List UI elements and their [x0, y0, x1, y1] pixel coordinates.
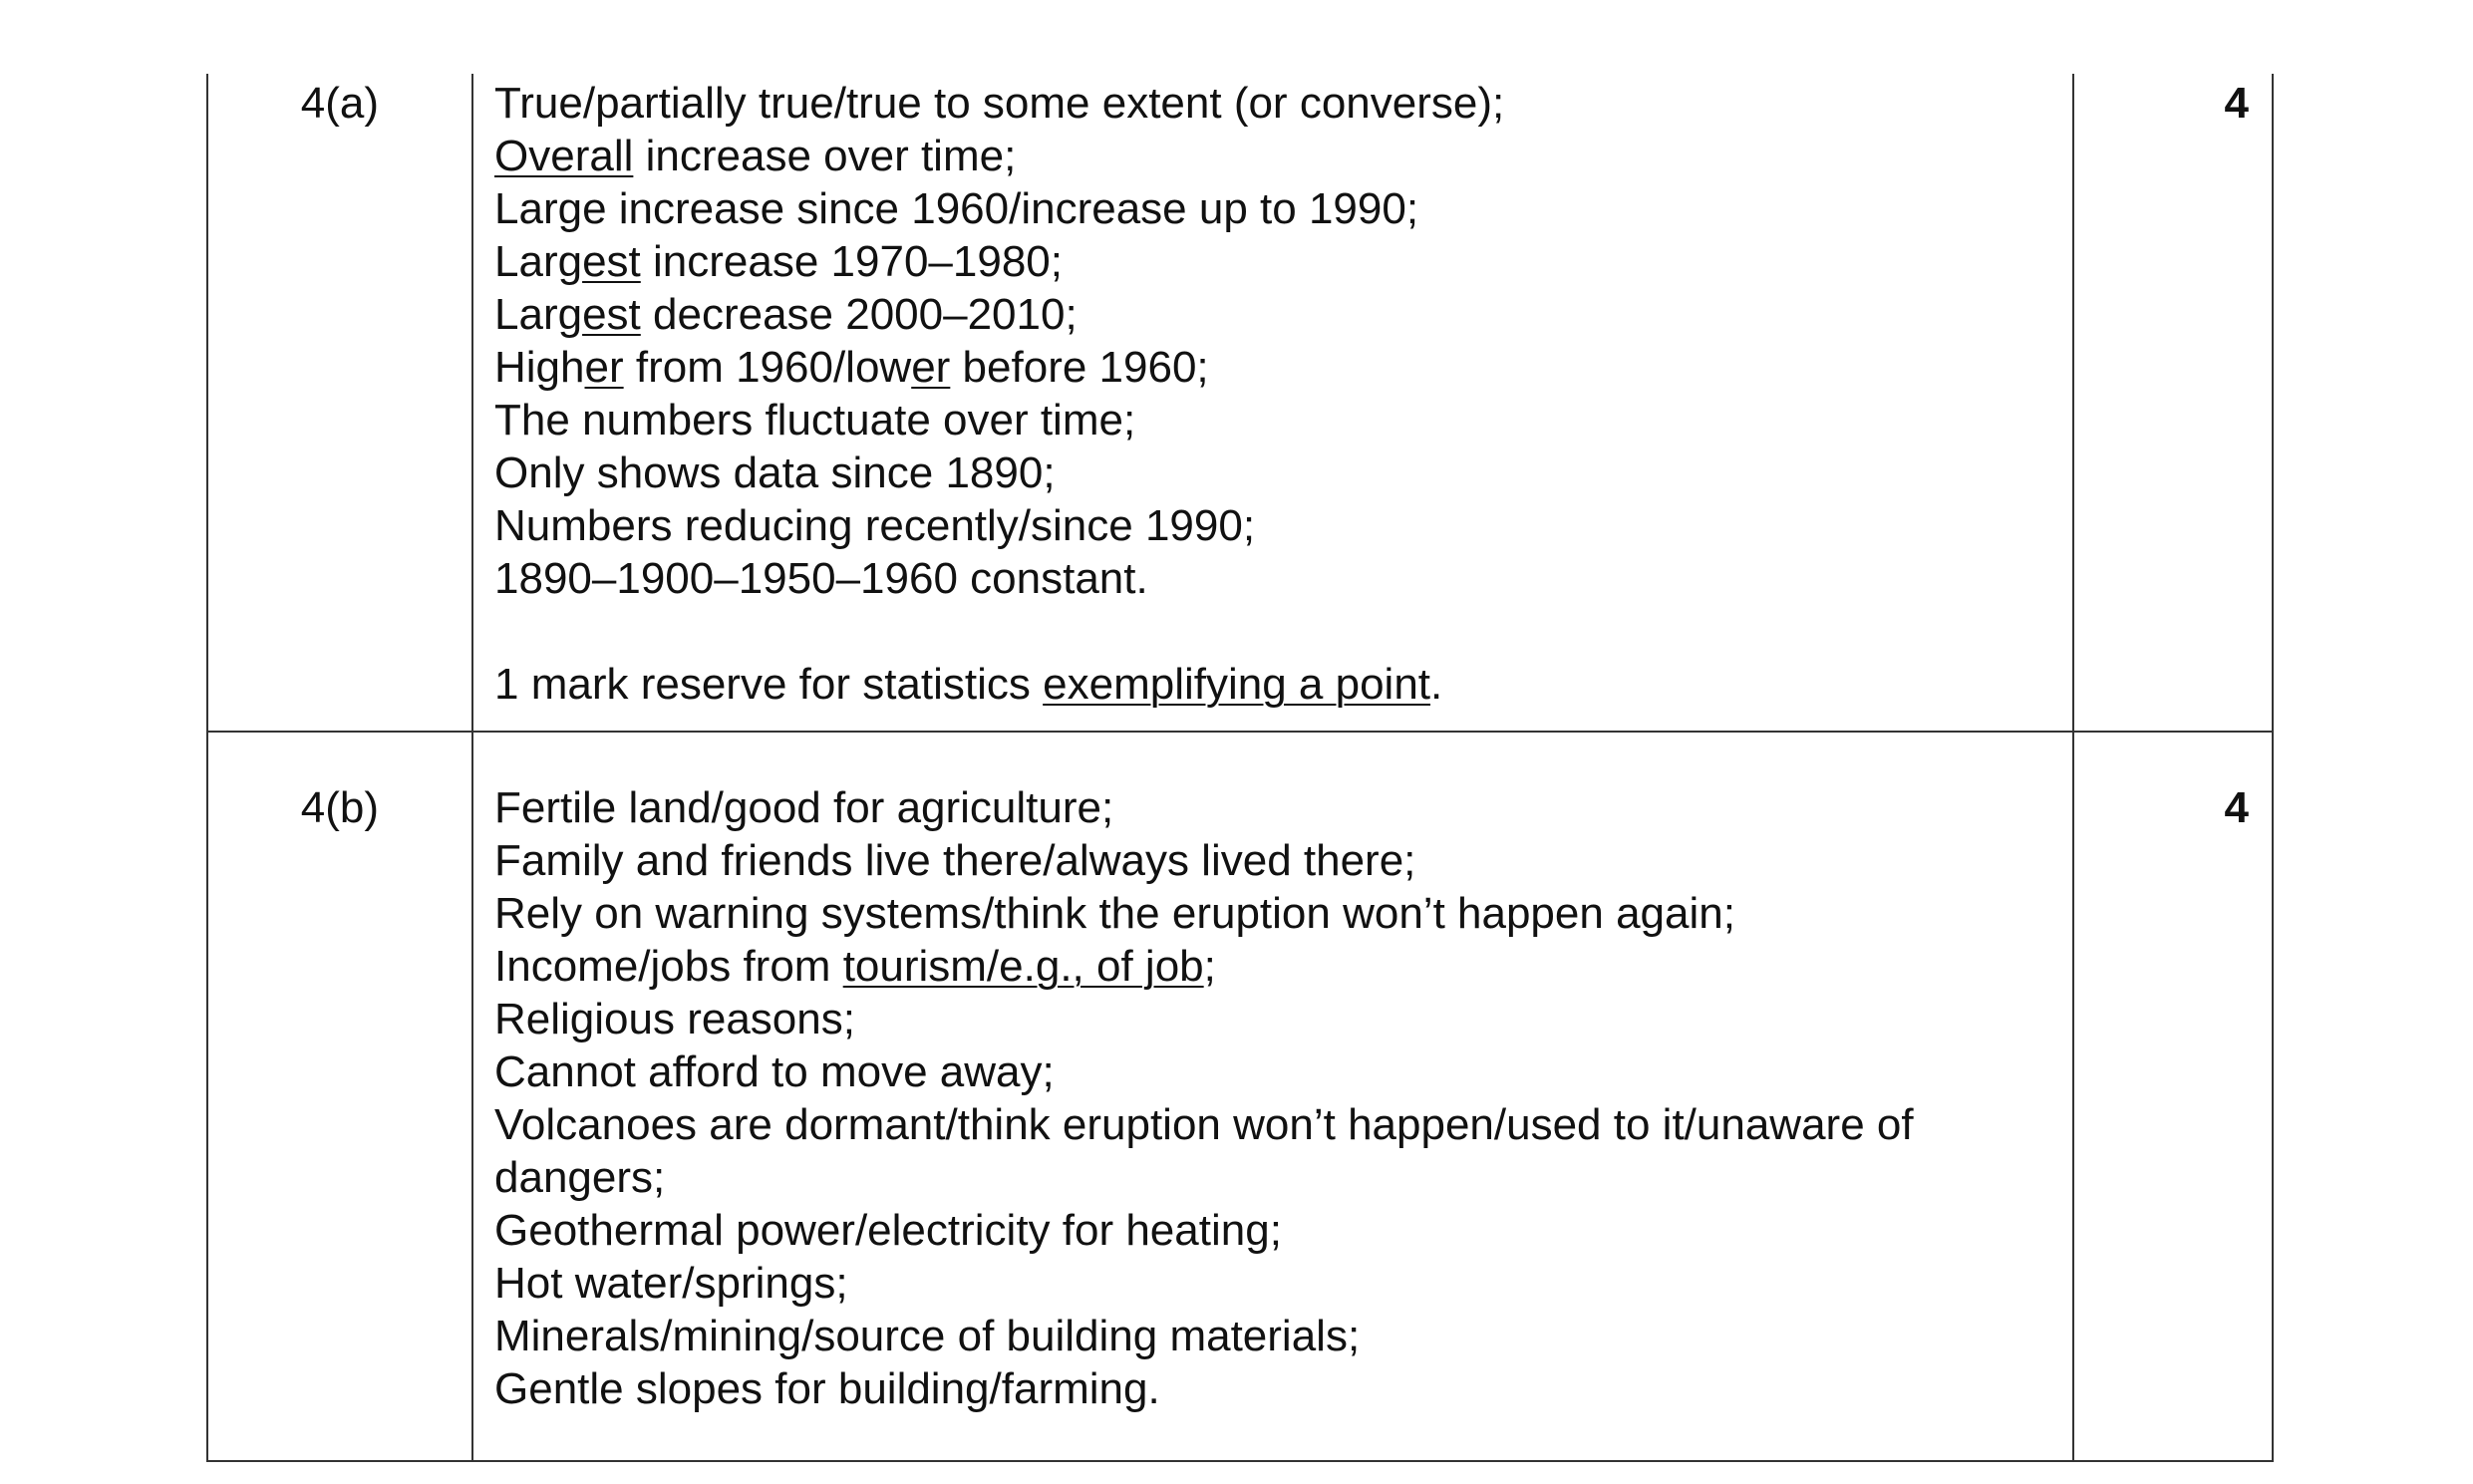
underlined-text: exemplifying a point	[1043, 660, 1431, 709]
answer-text: Family and friends live there/always lived there;	[494, 836, 1416, 885]
answer-line	[494, 1257, 2072, 1310]
answer-text: Hot water/springs;	[494, 1259, 848, 1308]
answer-line	[494, 1151, 2072, 1204]
answer-text: Fertile land/good for agriculture;	[494, 783, 1114, 832]
answer-text: Minerals/mining/source of building materials;	[494, 1312, 1361, 1360]
answer-text: Larg	[494, 290, 583, 339]
answer-text: Religious reasons;	[494, 995, 855, 1043]
answer-line	[494, 182, 2072, 235]
answer-line	[494, 341, 2072, 394]
answer-line	[494, 887, 2072, 940]
answer-text: Gentle slopes for building/farming.	[494, 1364, 1160, 1413]
question-number: 4(a)	[207, 74, 472, 732]
answer-cell	[472, 732, 2073, 1461]
answer-text: increase 1970–1980;	[640, 237, 1064, 286]
answer-text: Numbers reducing recently/since 1990;	[494, 501, 1256, 550]
answer-text: .	[1430, 660, 1443, 709]
answer-line	[494, 77, 2072, 130]
underlined-text: er	[584, 343, 624, 392]
marks-cell: 4	[2073, 732, 2273, 1461]
answer-line	[494, 940, 2072, 993]
answer-text: Larg	[494, 237, 583, 286]
answer-line	[494, 834, 2072, 887]
answer-cell	[472, 74, 2073, 732]
answer-line	[494, 235, 2072, 288]
answer-text: Geothermal power/electricity for heating;	[494, 1206, 1282, 1255]
underlined-text: est	[582, 237, 641, 286]
answer-line	[494, 1204, 2072, 1257]
answer-text: Income/jobs from	[494, 942, 843, 991]
underlined-text: est	[582, 290, 641, 339]
answer-text: 1890–1900–1950–1960 constant.	[494, 554, 1148, 603]
table-row-4b	[207, 732, 2273, 1461]
answer-text: Cannot afford to move away;	[494, 1047, 1055, 1096]
question-number: 4(b)	[207, 732, 472, 1461]
answer-line	[494, 781, 2072, 834]
answer-line	[494, 658, 2072, 711]
answer-line	[494, 499, 2072, 552]
answer-line	[494, 1362, 2072, 1415]
answer-text: from 1960/low	[623, 343, 912, 392]
answer-line	[494, 1045, 2072, 1098]
answer-text: True/partially true/true to some extent (or converse);	[494, 79, 1505, 128]
table-row-4a	[207, 74, 2273, 732]
answer-text: The numbers fluctuate over time;	[494, 396, 1136, 445]
underlined-text: er	[911, 343, 951, 392]
answer-text: Large increase since 1960/increase up to 1990;	[494, 184, 1419, 233]
answer-line	[494, 1098, 2072, 1151]
answer-line	[494, 288, 2072, 341]
answer-text: Volcanoes are dormant/think eruption won’t happen/used to it/unaware of	[494, 1100, 1914, 1149]
underlined-text: tourism/e.g., of job	[842, 942, 1204, 991]
answer-text: before 1960;	[950, 343, 1209, 392]
answer-text: 1 mark reserve for statistics	[494, 660, 1044, 709]
answer-text: dangers;	[494, 1153, 666, 1202]
mark-scheme-table	[206, 74, 2274, 1462]
answer-line	[494, 130, 2072, 182]
answer-line	[494, 1310, 2072, 1362]
answer-text: increase over time;	[633, 132, 1017, 180]
answer-text: Only shows data since 1890;	[494, 448, 1056, 497]
answer-text: Rely on warning systems/think the eruption won’t happen again;	[494, 889, 1735, 938]
answer-text: decrease 2000–2010;	[640, 290, 1078, 339]
answer-line	[494, 394, 2072, 446]
answer-text: ;	[1203, 942, 1216, 991]
answer-line	[494, 446, 2072, 499]
underlined-text: Overall	[494, 132, 634, 180]
answer-line	[494, 552, 2072, 605]
blank-line	[494, 605, 2072, 658]
answer-line	[494, 993, 2072, 1045]
answer-text: High	[494, 343, 585, 392]
marks-cell: 4	[2073, 74, 2273, 732]
